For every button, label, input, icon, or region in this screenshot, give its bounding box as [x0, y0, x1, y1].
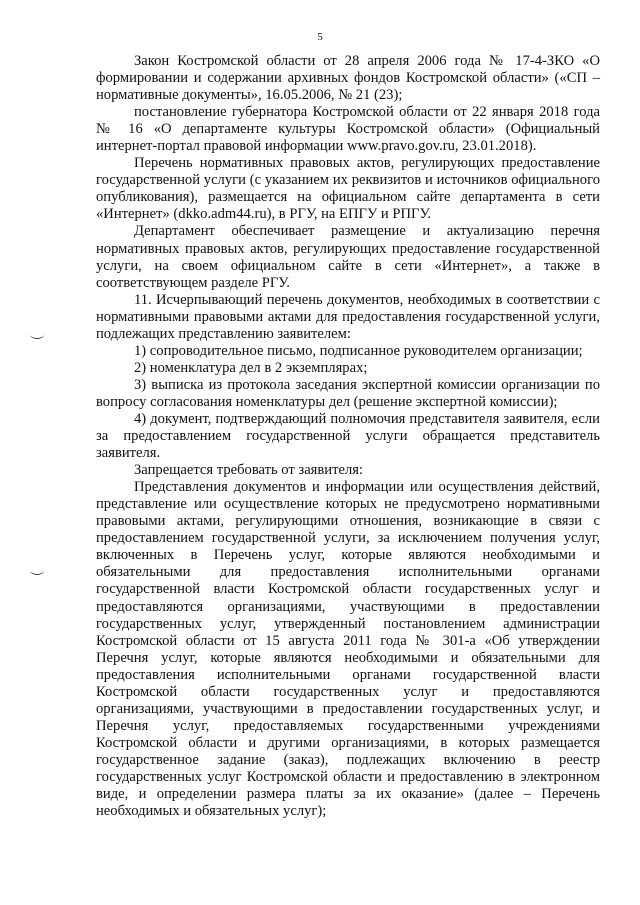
- binding-hole-mark: [30, 566, 44, 575]
- list-item-nomenclature: 2) номенклатура дел в 2 экземплярах;: [134, 359, 368, 376]
- paragraph-acts-list-publication: Перечень нормативных правовых актов, регулирующих предоставление государственной услуги (с указанием их реквизитов и источников официального опубликования), размещается на официальном сайте департамента в сети «Интернет» (dkko.adm44.ru), в РГУ, на ЕПГУ и РПГУ.: [96, 155, 600, 223]
- list-item-protocol-extract: 3) выписка из протокола заседания экспертной комиссии организации по вопросу согласования номенклатуры дел (решение экспертной комиссии);: [96, 376, 600, 410]
- document-body: [96, 53, 600, 820]
- paragraph-prohibited-heading: Запрещается требовать от заявителя:: [134, 462, 363, 479]
- paragraph-section-11: 11. Исчерпывающий перечень документов, необходимых в соответствии с нормативными правовыми актами для предоставления государственной услуги, подлежащих представлению заявителем:: [96, 291, 600, 342]
- paragraph-prohibited-requirements: Представления документов и информации или осуществления действий, представление или осуществление которых не предусмотрено нормативными правовыми актами, регулирующими отношения, возникающие в связи с предоставлением государственной услуги, за исключением получения услуг, включенных в Перечень услуг, которые являются необходимыми и обязательными для предоставления исполнительными органами государственной власти Костромской области государственных услуг и предоставляются организациями, участвующими в предоставлении государственных услуг, утвержденный постановлением администрации Костромской области от 15 августа 2011 года № 301-а «Об утверждении Перечня услуг, которые являются необходимыми и обязательными для предоставления исполнительными органами государственной власти Костромской области государственных услуг и предоставляются организациями, участвующими в предоставлении государственных услуг, и Перечня услуг, предоставляемых государственными учреждениями Костромской области и другими организациями, в которых размещается государственное задание (заказ), подлежащих включению в реестр государственных услуг Костромской области и предоставлению в электронном виде, и определении размера платы за их оказание» (далее – Перечень необходимых и обязательных услуг);: [96, 479, 600, 820]
- list-item-authority-document: 4) документ, подтверждающий полномочия представителя заявителя, если за предоставлением государственной услуги обращается представитель заявителя.: [96, 410, 600, 462]
- paragraph-archive-law: Закон Костромской области от 28 апреля 2006 года № 17-4-ЗКО «О формировании и содержании архивных фондов Костромской области» («СП – нормативные документы», 16.05.2006, № 21 (23);: [96, 53, 600, 104]
- binding-hole-mark: [30, 330, 44, 339]
- page-number: 5: [317, 31, 323, 43]
- list-item-cover-letter: 1) сопроводительное письмо, подписанное руководителем организации;: [134, 342, 583, 359]
- paragraph-governor-resolution: постановление губернатора Костромской области от 22 января 2018 года № 16 «О департаменте культуры Костромской области» (Официальный интернет-портал правовой информации www.pravo.gov.ru, 23.01.2018).: [96, 104, 600, 155]
- paragraph-department-updates: Департамент обеспечивает размещение и актуализацию перечня нормативных правовых актов, регулирующих предоставление государственной услуги, на своем официальном сайте в сети «Интернет», а также в соответствующем разделе РГУ.: [96, 223, 600, 291]
